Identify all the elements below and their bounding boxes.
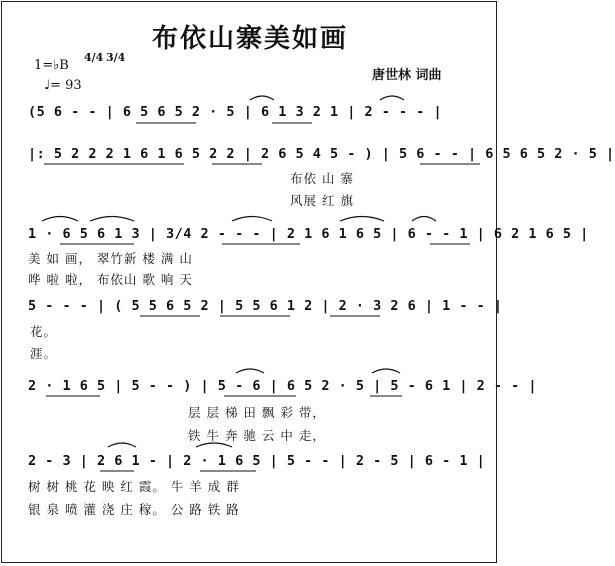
slur-mark [412, 217, 436, 222]
slur-mark [236, 369, 264, 373]
slur-mark [380, 96, 404, 100]
lyric-line-4a: 花。 [30, 324, 58, 339]
author-credit: 唐世林 词曲 [372, 68, 442, 83]
lyric-line-5a: 层 层 梯 田 飘 彩 带， [188, 405, 326, 420]
time-signature-1: 4/4 [84, 51, 104, 64]
time-signature-2: 3/4 [106, 51, 126, 64]
slur-mark [232, 217, 272, 222]
key-signature: 1=♭B [34, 58, 69, 73]
notation-line-2: |: 5 2 2 2 1 6 1 6 5 2 2 | 2 6 5 4 5 - ) | 5 6 - - | 6 5 6 5 2 · 5 | [28, 146, 615, 162]
slur-mark [372, 369, 400, 373]
slur-mark [196, 443, 232, 447]
lyric-line-3a: 美 如 画， 翠竹新 楼 满 山 [28, 251, 193, 266]
lyric-line-2a: 布依 山 寨 [290, 171, 354, 186]
song-title: 布依山寨美如画 [151, 24, 348, 54]
slur-mark [42, 217, 78, 222]
tempo-marking: ♩= 93 [44, 78, 82, 93]
notation-line-6: 2 - 3 | 2 6 1 - | 2 · 1 6 5 | 5 - - | 2 - 5 | 6 - 1 | [28, 453, 486, 469]
slur-mark [340, 217, 384, 222]
notation-line-1: (5 6 - - | 6 5 6 5 2 · 5 | 6 1 3 2 1 | 2 - - - | [28, 104, 443, 120]
lyric-line-4b: 涯。 [30, 346, 58, 361]
slur-mark [90, 217, 134, 222]
lyric-line-5b: 铁 牛 奔 驰 云 中 走， [188, 428, 326, 443]
notation-line-3: 1 · 6 5 6 1 3 | 3/4 2 - - - | 2 1 6 1 6 5 | 6 - - 1 | 6 2 1 6 5 | [28, 226, 589, 242]
slur-mark [250, 96, 274, 100]
lyric-line-2b: 风展 红 旗 [290, 193, 354, 208]
lyric-line-6b: 银 泉 喷 灌 浇 庄 稼。 公 路 铁 路 [28, 502, 240, 517]
lyric-line-3b: 哗 啦 啦， 布依山 歌 响 天 [28, 272, 193, 287]
notation-line-5: 2 · 1 6 5 | 5 - - ) | 5 - 6 | 6 5 2 · 5 | 5 - 6 1 | 2 - - | [28, 378, 538, 394]
slur-mark [108, 443, 136, 447]
notation-line-4: 5 - - - | ( 5 5 6 5 2 | 5 5 6 1 2 | 2 · 3 2 6 | 1 - - | [28, 298, 503, 314]
lyric-line-6a: 树 树 桃 花 映 红 霞。 牛 羊 成 群 [28, 479, 240, 494]
